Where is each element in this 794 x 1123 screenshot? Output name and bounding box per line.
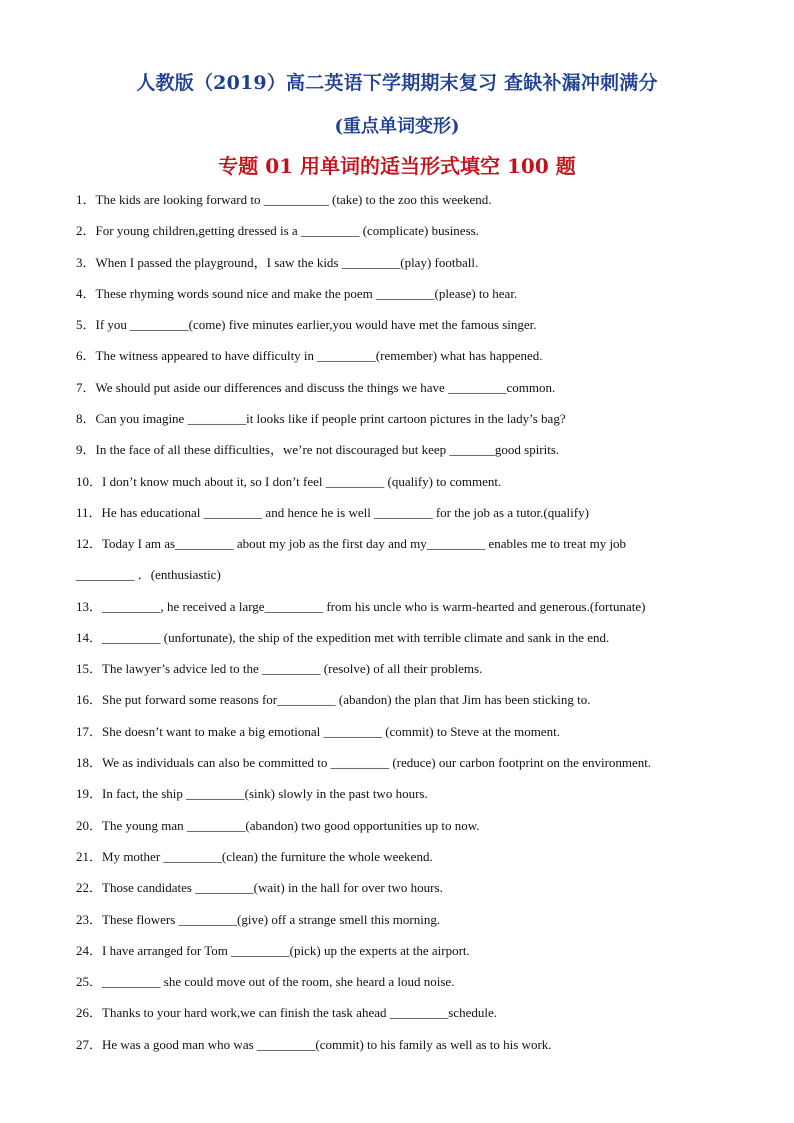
question-text: The young man _________(abandon) two good opportunities up to now.: [102, 817, 480, 833]
question-text: We should put aside our differences and discuss the things we have _________common.: [95, 379, 556, 395]
question-item: [76, 1003, 716, 1023]
question-number: 20．: [76, 817, 103, 833]
question-number: 2．: [76, 223, 96, 239]
question-text-continued: _________ ．(enthusiastic): [76, 567, 221, 583]
question-text: When I passed the playground，I saw the kids _________(play) football.: [95, 254, 479, 270]
question-number: 14．: [76, 629, 103, 645]
question-number: 25．: [76, 974, 103, 990]
question-text: She put forward some reasons for_________ (abandon) the plan that Jim has been sticking to.: [102, 692, 591, 708]
question-item: [76, 659, 716, 679]
question-item: [76, 503, 716, 523]
question-item: [76, 378, 716, 398]
question-text: He has educational _________ and hence he is well _________ for the job as a tutor.(qualify): [101, 504, 589, 520]
question-number: 9．: [76, 442, 96, 458]
question-number: 4．: [76, 285, 96, 301]
question-text: Can you imagine _________it looks like if people print cartoon pictures in the lady’s bag?: [95, 411, 566, 427]
question-item: [76, 190, 716, 210]
question-number: 24．: [76, 942, 103, 958]
question-item: [76, 346, 716, 366]
question-number: 18．: [76, 755, 103, 771]
question-item: [76, 628, 716, 648]
question-number: 5．: [76, 317, 96, 333]
question-number: 17．: [76, 723, 103, 739]
question-number: 15．: [76, 661, 103, 677]
question-text: The witness appeared to have difficulty in _________(remember) what has happened.: [95, 348, 543, 364]
question-text: Thanks to your hard work,we can finish the task ahead _________schedule.: [102, 1005, 497, 1021]
question-item: [76, 534, 716, 585]
question-item: [76, 472, 716, 492]
question-item: [76, 315, 716, 335]
question-number: 26．: [76, 1005, 103, 1021]
question-text: The kids are looking forward to __________ (take) to the zoo this weekend.: [95, 192, 492, 207]
question-number: 23．: [76, 911, 103, 927]
question-text: These rhyming words sound nice and make the poem _________(please) to hear.: [95, 285, 518, 301]
question-text: Those candidates _________(wait) in the hall for over two hours.: [102, 880, 443, 896]
question-item: [76, 753, 716, 773]
question-item: [76, 784, 716, 804]
question-number: 1．: [76, 192, 96, 207]
question-number: 11．: [76, 504, 102, 520]
question-text: _________ (unfortunate), the ship of the expedition met with terrible climate and sank in the end.: [102, 629, 610, 645]
question-item: [76, 847, 716, 867]
question-number: 7．: [76, 379, 96, 395]
question-item: [76, 690, 716, 710]
question-item: [76, 941, 716, 961]
document-title: 人教版（2019）高二英语下学期期末复习 查缺补漏冲刺满分: [136, 72, 658, 94]
question-number: 3．: [76, 254, 96, 270]
document-subtitle: (重点单词变形): [334, 116, 460, 137]
topic-heading: 专题 01 用单词的适当形式填空 100 题: [218, 154, 576, 178]
question-number: 13．: [76, 598, 103, 614]
question-number: 27．: [76, 1036, 103, 1052]
question-text: I have arranged for Tom _________(pick) up the experts at the airport.: [102, 942, 470, 958]
question-number: 21．: [76, 848, 103, 864]
question-item: [76, 284, 716, 304]
question-item: [76, 816, 716, 836]
question-text: _________ she could move out of the room, she heard a loud noise.: [102, 974, 455, 990]
question-item: [76, 910, 716, 930]
question-text: She doesn’t want to make a big emotional _________ (commit) to Steve at the moment.: [102, 723, 560, 739]
question-item: [76, 878, 716, 898]
question-text: The lawyer’s advice led to the _________ (resolve) of all their problems.: [102, 661, 483, 677]
question-number: 8．: [76, 411, 96, 427]
question-text: _________, he received a large_________ from his uncle who is warm-hearted and generous.(fortunate): [102, 598, 646, 614]
question-item: [76, 409, 716, 429]
question-item: [76, 722, 716, 742]
question-text: If you _________(come) five minutes earlier,you would have met the famous singer.: [95, 317, 537, 333]
question-item: [76, 440, 716, 460]
question-item: [76, 972, 716, 992]
question-text: Today I am as_________ about my job as the first day and my_________ enables me to treat my job: [102, 536, 627, 552]
question-number: 22．: [76, 880, 103, 896]
question-number: 19．: [76, 786, 103, 802]
question-text: We as individuals can also be committed to _________ (reduce) our carbon footprint on the environment.: [102, 755, 652, 771]
question-item: [76, 597, 716, 617]
question-text: He was a good man who was _________(commit) to his family as well as to his work.: [102, 1036, 552, 1052]
question-text: My mother _________(clean) the furniture the whole weekend.: [102, 848, 433, 864]
question-list: [76, 190, 716, 1066]
question-text: In fact, the ship _________(sink) slowly in the past two hours.: [102, 786, 428, 802]
question-text: In the face of all these difficulties，we’re not discouraged but keep _______good spirits.: [95, 442, 560, 458]
question-number: 10．: [76, 473, 103, 489]
question-text: These flowers _________(give) off a strange smell this morning.: [102, 911, 441, 927]
question-text: For young children,getting dressed is a _________ (complicate) business.: [95, 223, 479, 239]
question-item: [76, 253, 716, 273]
question-item: [76, 221, 716, 241]
question-number: 12．: [76, 536, 103, 552]
question-text: I don’t know much about it, so I don’t feel _________ (qualify) to comment.: [102, 473, 502, 489]
question-number: 6．: [76, 348, 96, 364]
question-number: 16．: [76, 692, 103, 708]
question-item: [76, 1035, 716, 1055]
